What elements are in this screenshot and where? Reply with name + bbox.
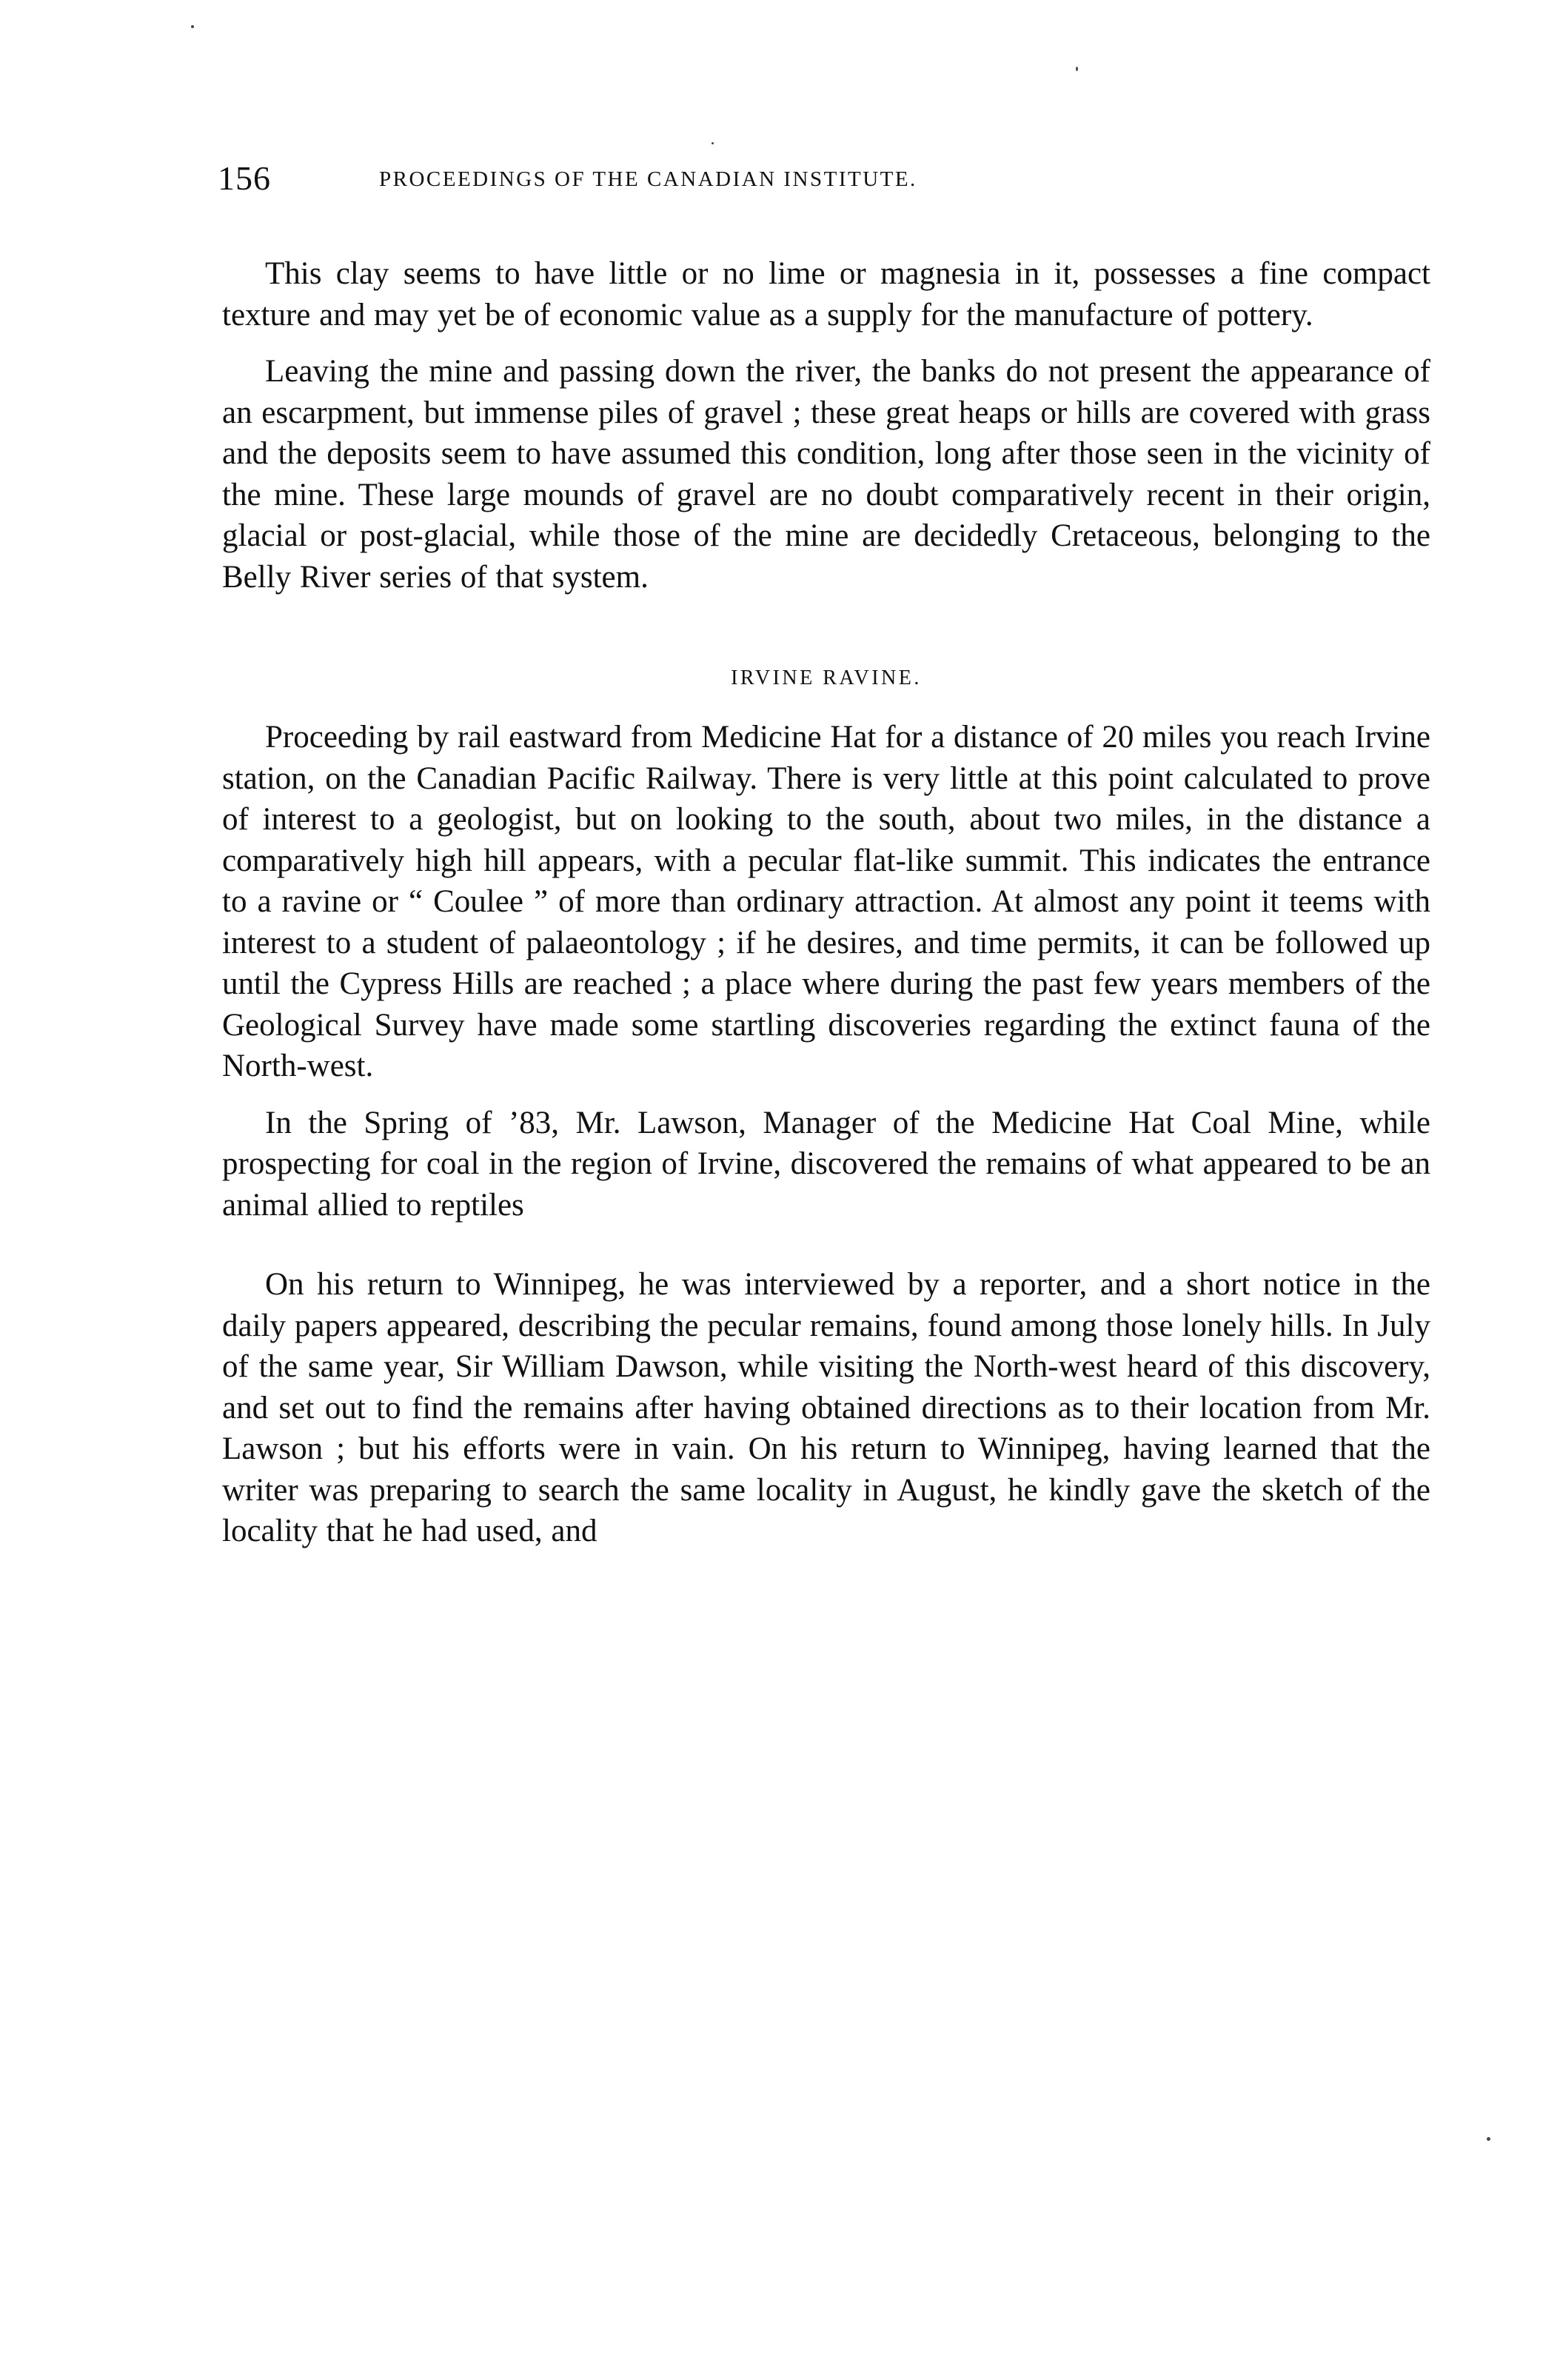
scan-speck — [191, 25, 194, 28]
paragraph: Proceeding by rail eastward from Medicine Hat for a distance of 20 miles you reach Irvine station, on the Canadian Pacific Railway. There is very little at this point calculated to prove of interest to a geologist, but on looking to the south, about two miles, in the distance a comparatively high hill appears, with a pecular flat-like summit. This indicates the entrance to a ravine or “ Coulee ” of more than ordinary attraction. At almost any point it teems with interest to a student of palaeontology ; if he desires, and time permits, it can be followed up until the Cypress Hills are reached ; a place where during the past few years members of the Geological Survey have made some startling discoveries regarding the extinct fauna of the North-west. — [222, 720, 1430, 1083]
paragraph: Leaving the mine and passing down the river, the banks do not present the appearance of an escarpment, but immense piles of gravel ; these great heaps or hills are covered with grass and the deposits seem to have assumed this condition, long after those seen in the vicinity of the mine. These large mounds of gravel are no doubt comparatively recent in their origin, glacial or post-glacial, while those of the mine are decidedly Cretaceous, belonging to the Belly River series of that system. — [222, 354, 1430, 595]
running-head — [218, 161, 1432, 213]
scan-speck — [712, 142, 714, 144]
scan-speck — [1487, 2137, 1490, 2141]
running-head-title: PROCEEDINGS OF THE CANADIAN INSTITUTE. — [379, 167, 917, 191]
section-heading: IRVINE RAVINE. — [731, 666, 922, 689]
paragraph: This clay seems to have little or no lime or magnesia in it, possesses a fine compact texture and may yet be of economic value as a supply for the manufacture of pottery. — [222, 256, 1430, 332]
body-text — [222, 253, 1430, 1552]
paragraph: On his return to Winnipeg, he was interviewed by a reporter, and a short notice in the daily papers appeared, describing the pecular remains, found among those lonely hills. In July of the same year, Sir William Dawson, while visiting the North-west heard of this discovery, and set out to find the remains after having obtained directions as to their location from Mr. Lawson ; but his efforts were in vain. On his return to Winnipeg, having learned that the writer was preparing to search the same locality in August, he kindly gave the sketch of the locality that he had used, and — [222, 1267, 1430, 1548]
scan-speck — [1076, 67, 1078, 71]
paragraph: In the Spring of ’83, Mr. Lawson, Manager of the Medicine Hat Coal Mine, while prospecting for coal in the region of Irvine, discovered the remains of what appeared to be an animal allied to reptiles — [222, 1105, 1430, 1223]
page-number: 156 — [218, 159, 271, 197]
